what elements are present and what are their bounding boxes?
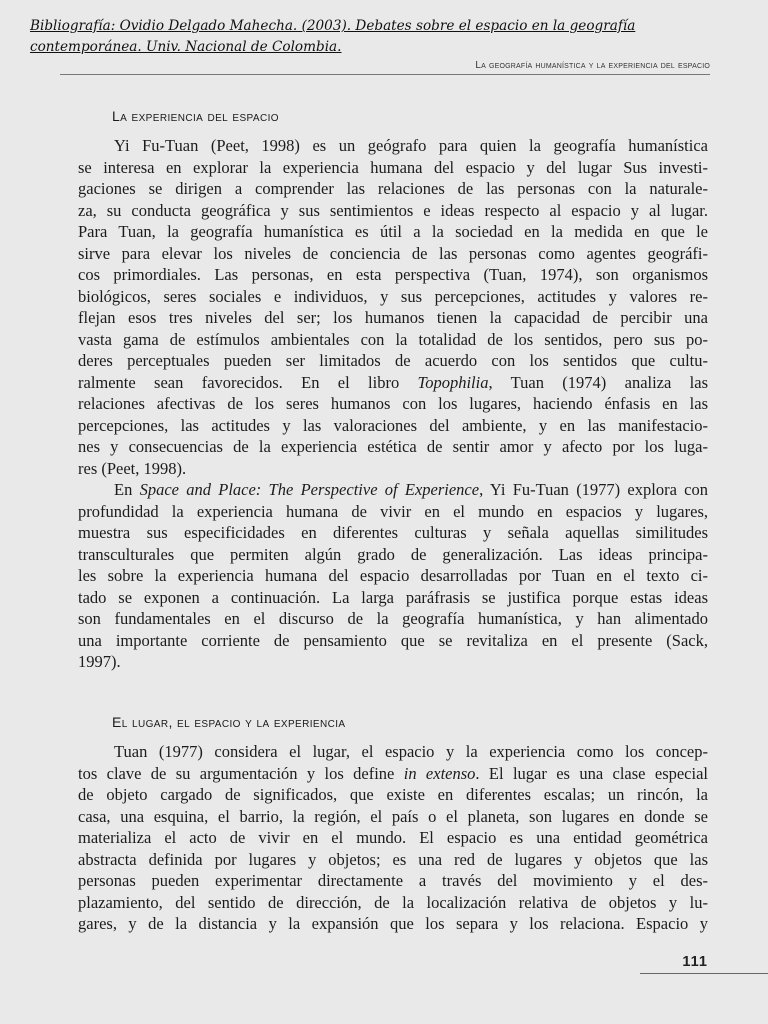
text-line: gaciones se dirigen a comprender las relaciones de las personas con la naturale-	[78, 179, 708, 198]
paragraph	[78, 135, 708, 479]
text-line: les sobre la experiencia humana del espacio desarrolladas por Tuan en el texto ci-	[78, 566, 708, 585]
text-line: plazamiento, del sentido de dirección, de la localización relativa de objetos y lu-	[78, 892, 708, 912]
text-line: personas pueden experimentar directamente a través del movimiento y el des-	[78, 871, 708, 890]
text-line: vasta gama de estímulos ambientales con la totalidad de los sentidos, pero sus po-	[78, 329, 708, 349]
text-line: transculturales que permiten algún grado de generalización. Las ideas principa-	[78, 544, 708, 564]
section-title-experiencia: La experiencia del espacio	[112, 108, 279, 124]
text-line: materializa el acto de vivir en el mundo. El espacio es una entidad geométrica	[78, 828, 708, 847]
text-line: deres perceptuales pueden ser limitados de acuerdo con los sentidos que cultu-	[78, 351, 708, 370]
paragraph	[78, 479, 708, 673]
text-line	[78, 763, 708, 785]
footer-rule	[640, 973, 768, 974]
text-run: ralmente sean favorecidos. En el libro	[78, 372, 418, 392]
section-title-lugar: El lugar, el espacio y la experiencia	[112, 714, 346, 730]
text-run: , Yi Fu-Tuan (1977) explora con	[479, 480, 708, 499]
text-line: relaciones afectivas de los seres humanos con los lugares, haciendo énfasis en las	[78, 394, 708, 413]
text-line: Para Tuan, la geografía humanística es útil a la sociedad en la medida en que le	[78, 222, 708, 241]
text-run: , Tuan (1974) analiza las	[488, 372, 708, 392]
text-line: muestra sus especificidades en diferentes culturas y señala aquellas similitudes	[78, 523, 708, 542]
text-line: cos primordiales. Las personas, en esta perspectiva (Tuan, 1974), son organismos	[78, 265, 708, 284]
text-line: casa, una esquina, el barrio, la región, el país o el planeta, son lugares en donde se	[78, 806, 708, 826]
text-line: za, su conducta geográfica y sus sentimientos e ideas respecto al espacio y al lugar.	[78, 200, 708, 220]
text-run: tos clave de su argumentación y los define	[78, 763, 404, 783]
section-body-lugar	[78, 741, 708, 935]
text-line: Tuan (1977) considera el lugar, el espacio y la experiencia como los concep-	[114, 742, 708, 761]
text-run: . El lugar es una clase especial	[475, 763, 709, 783]
book-title-topophilia: Topophilia	[417, 372, 489, 392]
text-line: flejan esos tres niveles del ser; los humanos tienen la capacidad de percibir una	[78, 308, 708, 327]
book-title-space-and-place: Space and Place: The Perspective of Experience	[139, 480, 480, 499]
text-line: sirve para elevar los niveles de conciencia de las personas como agentes geográfi-	[78, 243, 708, 263]
text-line: de objeto cargado de significados, que existe en diferentes escalas; un rincón, la	[78, 785, 708, 804]
text-line: una importante corriente de pensamiento que se revitaliza en el presente (Sack,	[78, 630, 708, 650]
text-line: 1997).	[78, 652, 121, 671]
text-line	[78, 372, 708, 394]
text-line: profundidad la experiencia humana de vivir en el mundo en espacios y lugares,	[78, 501, 708, 521]
paragraph	[78, 741, 708, 935]
citation-line-1: Bibliografía: Ovidio Delgado Mahecha. (2003). Debates sobre el espacio en la geografía	[30, 18, 636, 34]
text-line: abstracta definida por lugares y objetos; es una red de lugares y objetos que las	[78, 849, 708, 869]
text-line: biológicos, seres sociales e individuos, y sus percepciones, actitudes y valores re-	[78, 286, 708, 306]
text-line: nes y consecuencias de la experiencia estética de sentir amor y afecto por los luga-	[78, 437, 708, 456]
text-line: percepciones, las actitudes y las valoraciones del ambiente, y en las manifestacio-	[78, 415, 708, 435]
text-line: res (Peet, 1998).	[78, 458, 187, 478]
citation-line-2: contemporánea. Univ. Nacional de Colombia.	[30, 39, 342, 55]
text-line: gares, y de la distancia y la expansión que los separa y los relaciona. Espacio y	[78, 914, 708, 933]
text-run: En	[114, 480, 140, 499]
bibliographic-citation	[30, 16, 636, 58]
text-line: Yi Fu-Tuan (Peet, 1998) es un geógrafo para quien la geografía humanística	[114, 136, 708, 155]
latin-phrase: in extenso	[403, 763, 476, 783]
text-line: son fundamentales en el discurso de la geografía humanística, y han alimentado	[78, 609, 708, 628]
header-rule	[60, 74, 710, 75]
running-head: La geografía humanística y la experiencia del espacio	[475, 60, 710, 71]
text-line: se interesa en explorar la experiencia humana del espacio y del lugar Sus investi-	[78, 157, 708, 177]
text-line: tado se exponen a continuación. La larga paráfrasis se justifica porque estas ideas	[78, 587, 708, 607]
text-line	[78, 479, 708, 501]
page-number: 111	[682, 954, 708, 970]
section-body-experiencia	[78, 135, 708, 673]
